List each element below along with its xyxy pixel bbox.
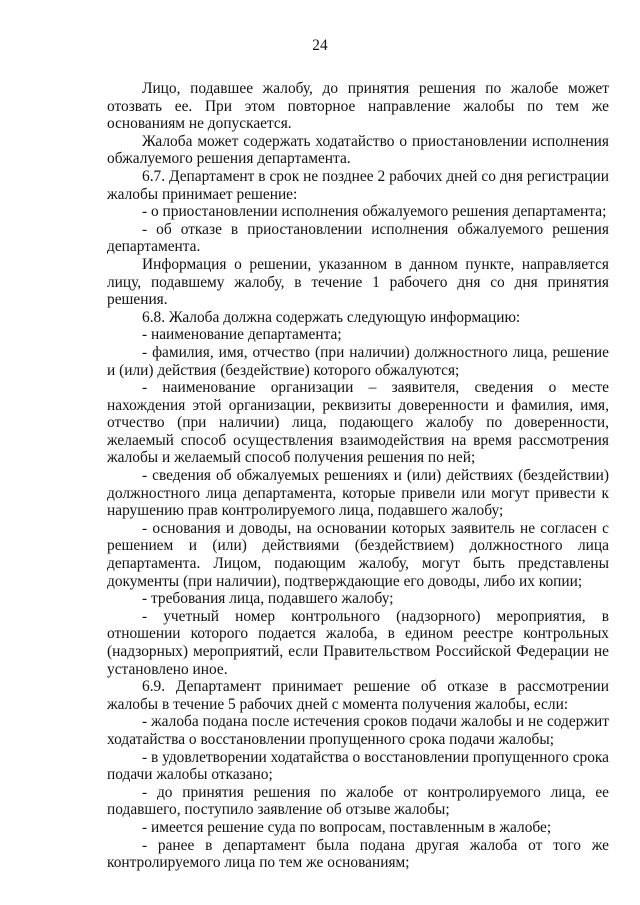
list-item: - основания и доводы, на основании которых заявитель не согласен с решением и (или) действиями (бездействием) должностного лица департамента. Лицом, подающим жалобу, могут быть представлены документы (при наличии), подтверждающие его доводы, либо их копии; (107, 519, 609, 590)
paragraph: Лицо, подавшее жалобу, до принятия решения по жалобе может отозвать ее. При этом повторное направление жалобы по тем же основаниям не допускается. (107, 80, 609, 133)
paragraph: Информация о решении, указанном в данном пункте, направляется лицу, подавшему жалобу, в течение 1 рабочего дня со дня принятия решения. (107, 255, 609, 309)
list-item: - ранее в департамент была подана другая жалоба от того же контролируемого лица по тем же основаниям; (107, 836, 609, 872)
list-item: - сведения об обжалуемых решениях и (или) действиях (бездействии) должностного лица департамента, которые привели или могут привести к нарушению прав контролируемого лица, подавшего жалобу; (107, 467, 609, 520)
list-item: - в удовлетворении ходатайства о восстановлении пропущенного срока подачи жалобы отказано; (107, 748, 609, 784)
paragraph: 6.8. Жалоба должна содержать следующую информацию: (142, 308, 521, 326)
paragraph: 6.9. Департамент принимает решение об отказе в рассмотрении жалобы в течение 5 рабочих дней с момента получения жалобы, если: (107, 678, 609, 713)
list-item: - учетный номер контрольного (надзорного) мероприятия, в отношении которого подается жалоба, в едином реестре контрольных (надзорных) мероприятий, если Правительством Российской Федерации не установлено иное. (107, 607, 609, 678)
list-item: - наименование департамента; (142, 326, 342, 344)
document-body (107, 80, 609, 872)
list-item: - жалоба подана после истечения сроков подачи жалобы и не содержит ходатайства о восстановлении пропущенного срока подачи жалобы; (107, 713, 609, 748)
list-item: - до принятия решения по жалобе от контролируемого лица, ее подавшего, поступило заявление об отзыве жалобы; (107, 783, 609, 819)
list-item: - наименование организации – заявителя, сведения о месте нахождения этой организации, реквизиты доверенности и фамилия, имя, отчество (при наличии) лица, подающего жалобу по доверенности, желаемый способ осуществления взаимодействия на время рассмотрения жалобы и желаемый способ получения решения по ней; (107, 379, 609, 467)
paragraph: Жалоба может содержать ходатайство о приостановлении исполнения обжалуемого решения департамента. (107, 132, 609, 168)
list-item: - об отказе в приостановлении исполнения обжалуемого решения департамента. (107, 220, 609, 256)
list-item: - о приостановлении исполнения обжалуемого решения департамента; (142, 203, 607, 221)
list-item: - требования лица, подавшего жалобу; (142, 590, 394, 608)
page-number: 24 (312, 37, 328, 54)
list-item: - имеется решение суда по вопросам, поставленным в жалобе; (142, 818, 552, 836)
paragraph: 6.7. Департамент в срок не позднее 2 рабочих дней со дня регистрации жалобы принимает решение: (107, 167, 609, 203)
list-item: - фамилия, имя, отчество (при наличии) должностного лица, решение и (или) действия (бездействие) которого обжалуются; (107, 343, 609, 379)
